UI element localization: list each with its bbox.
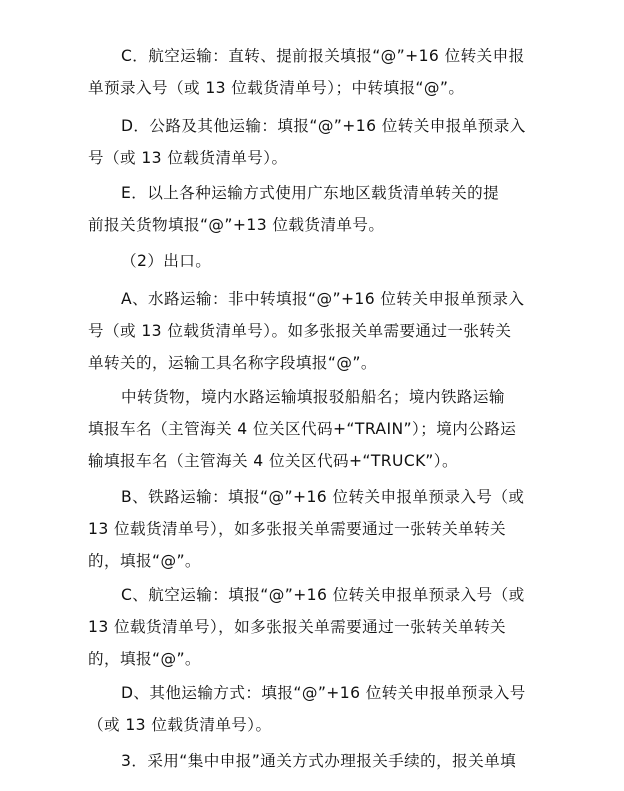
text-line: 13 位载货清单号），如多张报关单需要通过一张转关单转关 (88, 618, 507, 636)
text-line: D、其他运输方式：填报“@”+16 位转关申报单预录入号 (121, 684, 526, 702)
section-heading-export (88, 245, 538, 277)
text-line: 中转货物，境内水路运输填报驳船船名；境内铁路运输 (121, 388, 505, 406)
paragraph-guangdong-manifest (88, 177, 538, 241)
text-line: 填报车名（主管海关 4 位关区代码+“TRAIN”）；境内公路运 (88, 420, 517, 438)
text-line: 3．采用“集中申报”通关方式办理报关手续的，报关单填 (121, 752, 517, 770)
text-line: 前报关货物填报“@”+13 位载货清单号。 (88, 216, 385, 234)
text-line: 输填报车名（主管海关 4 位关区代码+“TRUCK”）。 (88, 452, 458, 470)
text-line: 13 位载货清单号），如多张报关单需要通过一张转关单转关 (88, 520, 507, 538)
paragraph-rail-export (88, 481, 538, 577)
text-line: E．以上各种运输方式使用广东地区载货清单转关的提 (121, 184, 500, 202)
text-line: A、水路运输：非中转填报“@”+16 位转关申报单预录入 (121, 290, 525, 308)
paragraph-air-export (88, 579, 538, 675)
text-line: C．航空运输：直转、提前报关填报“@”+16 位转关申报 (121, 47, 525, 65)
paragraph-air-transport-import (88, 40, 538, 104)
text-line: 的，填报“@”。 (88, 552, 201, 570)
text-line: 单转关的，运输工具名称字段填报“@”。 (88, 354, 377, 372)
text-line: 单预录入号（或 13 位载货清单号）；中转填报“@”。 (88, 79, 465, 97)
text-line: 号（或 13 位载货清单号）。如多张报关单需要通过一张转关 (88, 322, 512, 340)
text-line: （或 13 位载货清单号）。 (88, 716, 272, 734)
text-line: D．公路及其他运输：填报“@”+16 位转关申报单预录入 (121, 117, 526, 135)
text-line: 的，填报“@”。 (88, 650, 201, 668)
paragraph-waterway-export (88, 283, 538, 379)
paragraph-centralized-declaration (88, 745, 538, 777)
text-line: B、铁路运输：填报“@”+16 位转关申报单预录入号（或 (121, 488, 525, 506)
text-line: 号（或 13 位载货清单号）。 (88, 149, 288, 167)
text-line: （2）出口。 (121, 252, 212, 270)
paragraph-transit-goods (88, 381, 538, 477)
text-line: C、航空运输：填报“@”+16 位转关申报单预录入号（或 (121, 586, 525, 604)
paragraph-other-export (88, 677, 538, 741)
paragraph-road-transport-import (88, 110, 538, 174)
